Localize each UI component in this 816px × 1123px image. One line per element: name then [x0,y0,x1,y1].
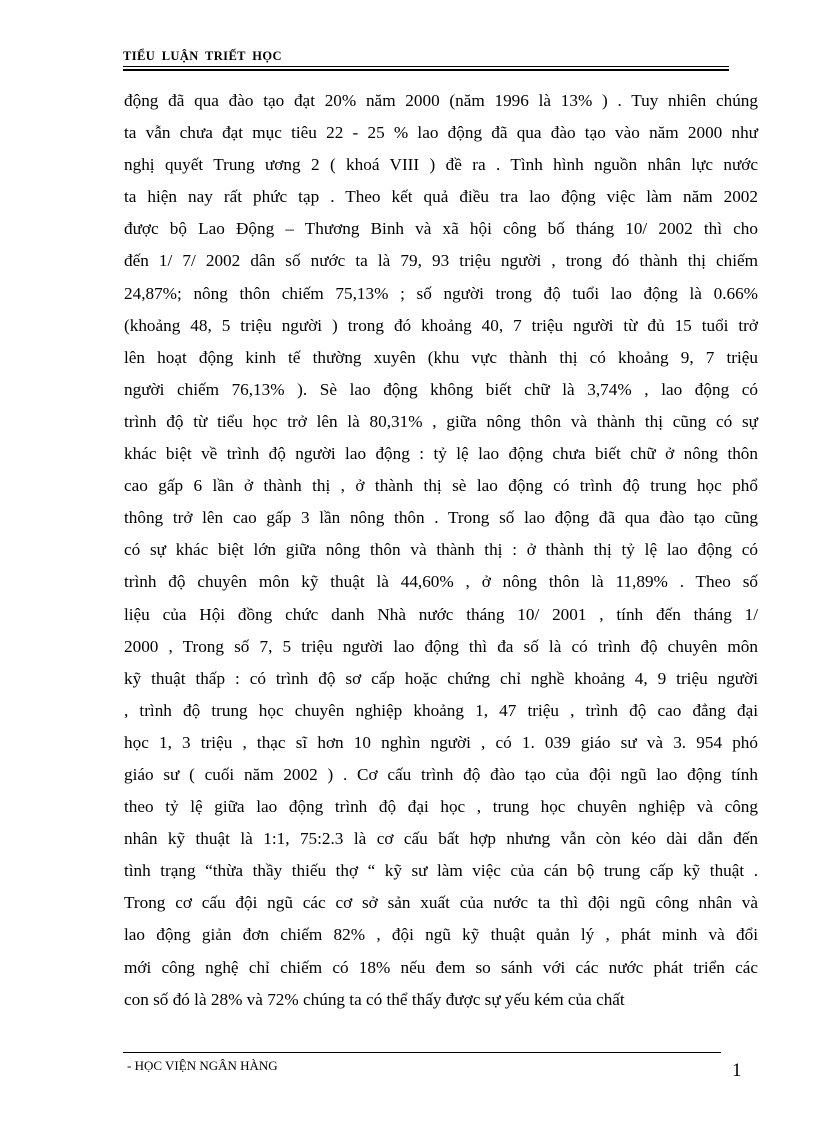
body-line: giáo sư ( cuối năm 2002 ) . Cơ cấu trình độ đào tạo của đội ngũ lao động tính [124,764,758,784]
body-line: được bộ Lao Động – Thương Binh và xã hội công bố tháng 10/ 2002 thì cho [124,219,758,239]
body-line: trình độ từ tiểu học trở lên là 80,31% , giữa nông thôn và thành thị cũng có sự [124,411,758,431]
body-text [124,85,758,1016]
body-line: trình độ chuyên môn kỹ thuật là 44,60% , ở nông thôn là 11,89% . Theo số [124,572,758,592]
header-rule-thin [123,66,729,67]
body-line: động đã qua đào tạo đạt 20% năm 2000 (năm 1996 là 13% ) . Tuy nhiên chúng [124,91,758,110]
body-line: mới công nghệ chỉ chiếm có 18% nếu đem so sánh với các nước phát triển các [124,957,758,977]
body-line: có sự khác biệt lớn giữa nông thôn và thành thị : ở thành thị tỷ lệ lao động có [124,540,758,560]
body-line: theo tỷ lệ giữa lao động trình độ đại học , trung học chuyên nghiệp và công [124,797,758,817]
body-line: cao gấp 6 lần ở thành thị , ở thành thị sè lao động có trình độ trung học phổ [124,476,758,496]
body-line: liệu của Hội đồng chức danh Nhà nước tháng 10/ 2001 , tính đến tháng 1/ [124,604,758,624]
body-line: người chiếm 76,13% ). Sè lao động không biết chữ là 3,74% , lao động có [124,379,758,399]
body-line: ta vẫn chưa đạt mục tiêu 22 - 25 % lao động đã qua đào tạo vào năm 2000 như [124,123,758,143]
footer-rule [123,1052,721,1053]
body-line: 24,87%; nông thôn chiếm 75,13% ; số người trong độ tuổi lao động là 0.66% [124,283,758,303]
body-line: thông trở lên cao gấp 3 lần nông thôn . Trong số lao động đã qua đào tạo cũng [124,508,758,528]
body-line: nghị quyết Trung ương 2 ( khoá VIII ) đề ra . Tình hình nguồn nhân lực nước [124,155,758,175]
body-line: nhân kỹ thuật là 1:1, 75:2.3 là cơ cấu bất hợp nhưng vẫn còn kéo dài dẫn đến [124,829,758,849]
footer-text: - HỌC VIỆN NGÂN HÀNG [127,1058,278,1073]
body-line: 2000 , Trong số 7, 5 triệu người lao động thì đa số là có trình độ chuyên môn [124,636,758,656]
body-line: (khoảng 48, 5 triệu người ) trong đó khoảng 40, 7 triệu người từ đủ 15 tuổi trở [124,315,758,335]
body-line: con số đó là 28% và 72% chúng ta có thể thấy được sự yếu kém của chất [124,989,625,1009]
body-line: học 1, 3 triệu , thạc sĩ hơn 10 nghìn người , có 1. 039 giáo sư và 3. 954 phó [124,732,758,752]
body-line: khác biệt về trình độ người lao động : tỷ lệ lao động chưa biết chữ ở nông thôn [124,444,758,464]
body-line: Trong cơ cấu đội ngũ các cơ sở sản xuất của nước ta thì đội ngũ công nhân và [124,893,758,913]
body-line: kỹ thuật thấp : có trình độ sơ cấp hoặc chứng chỉ nghề khoảng 4, 9 triệu người [124,668,758,688]
body-line: đến 1/ 7/ 2002 dân số nước ta là 79, 93 triệu người , trong đó thành thị chiếm [124,251,758,271]
body-line: tình trạng “thừa thầy thiếu thợ “ kỹ sư làm việc của cán bộ trung cấp kỹ thuật . [124,861,758,881]
body-line: lao động giản đơn chiếm 82% , đội ngũ kỹ thuật quản lý , phát minh và đổi [124,925,758,945]
body-line: ta hiện nay rất phức tạp . Theo kết quả điều tra lao động việc làm năm 2002 [124,187,758,207]
body-line: , trình độ trung học chuyên nghiệp khoảng 1, 47 triệu , trình độ cao đẳng đại [124,700,758,720]
body-line: lên hoạt động kinh tế thường xuyên (khu vực thành thị có khoảng 9, 7 triệu [124,347,758,367]
page-number: 1 [732,1060,742,1081]
header-rule-thick [123,69,729,71]
header-title: TIỂU LUẬN TRIẾT HỌC [123,49,282,63]
